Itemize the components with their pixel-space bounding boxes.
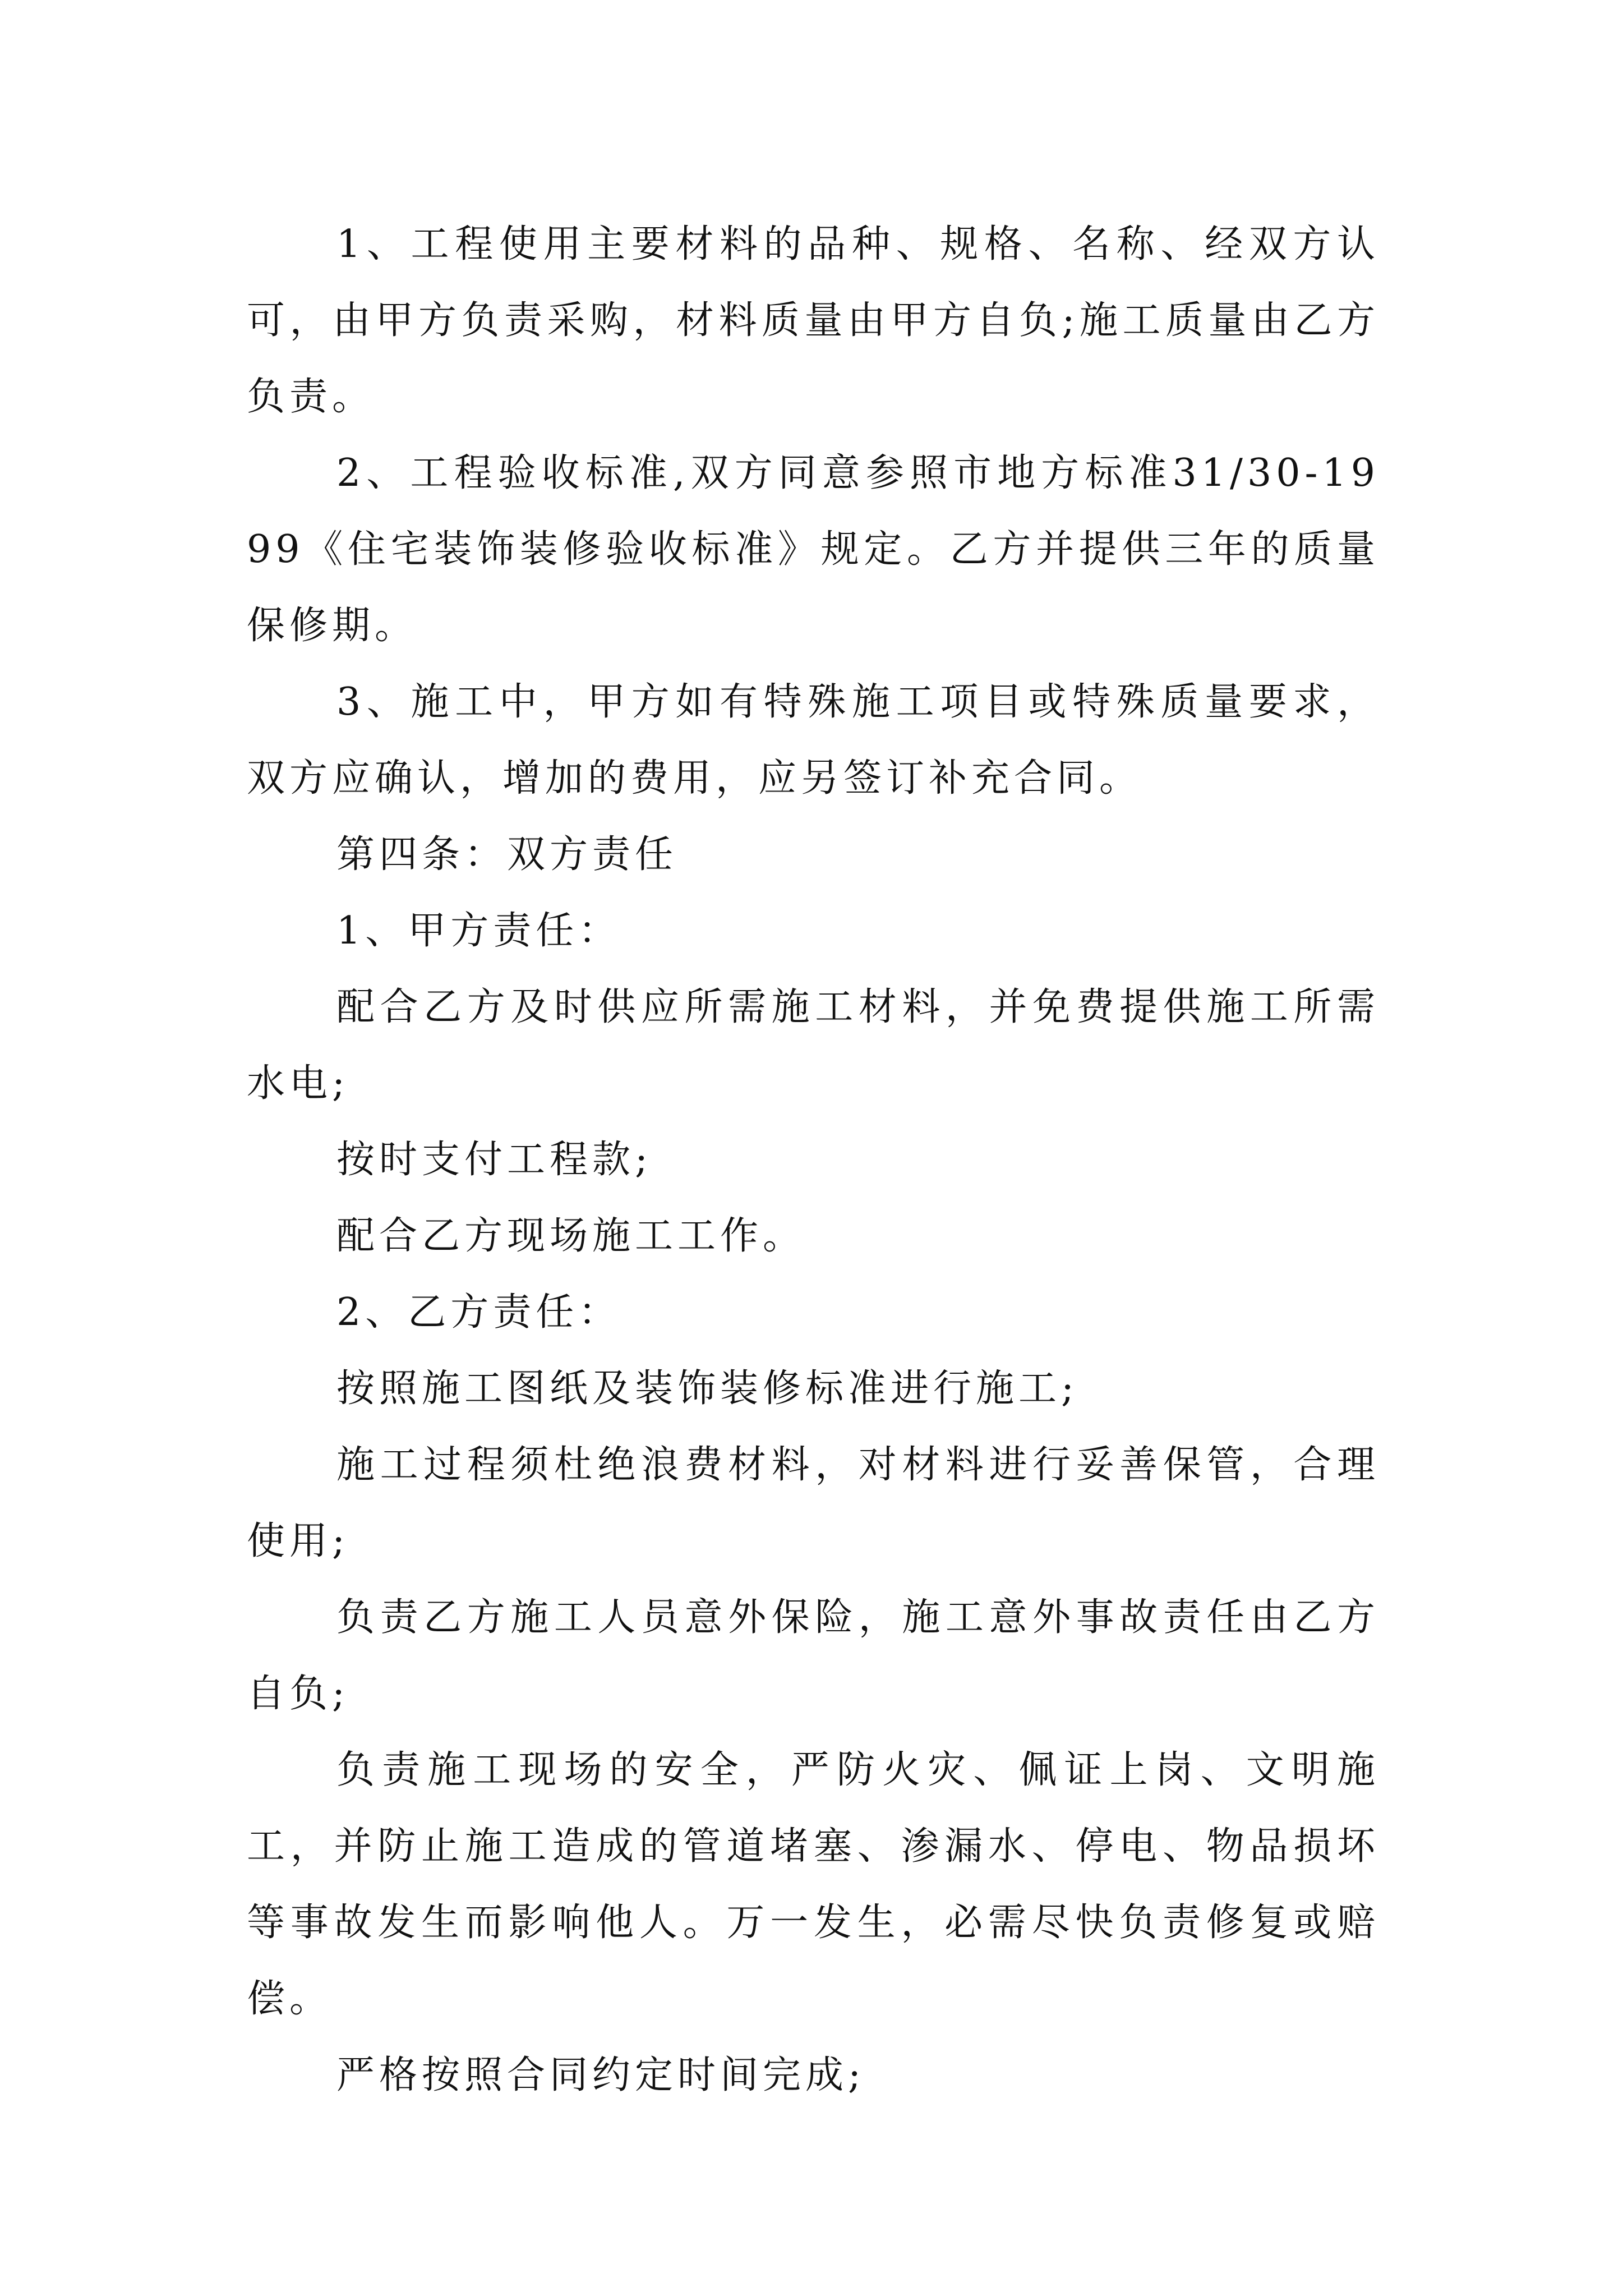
paragraph-party-b-materials: 施工过程须杜绝浪费材料，对材料进行妥善保管，合理使用; [247, 1443, 1380, 1563]
section-heading-article-four: 第四条：双方责任 [336, 832, 678, 877]
paragraph-party-b-standards: 按照施工图纸及装饰装修标准进行施工; [336, 1366, 1078, 1411]
paragraph-party-b-schedule: 严格按照合同约定时间完成; [336, 2053, 865, 2097]
document-body [247, 206, 1380, 2114]
paragraph-party-a-cooperation: 配合乙方现场施工工作。 [336, 1214, 806, 1258]
paragraph-party-a-supply: 配合乙方及时供应所需施工材料，并免费提供施工所需水电; [247, 985, 1380, 1106]
subheading-party-b-duties: 2、乙方责任： [336, 1290, 621, 1335]
subheading-party-a-duties: 1、甲方责任： [336, 909, 621, 953]
paragraph-party-b-safety: 负责施工现场的安全，严防火灾、佩证上岗、文明施工，并防止施工造成的管道堵塞、渗漏水、停电、物品损坏等事故发生而影响他人。万一发生，必需尽快负责修复或赔偿。 [247, 1748, 1380, 2021]
paragraph-material-clause: 1、工程使用主要材料的品种、规格、名称、经双方认可，由甲方负责采购，材料质量由甲方自负;施工质量由乙方负责。 [247, 222, 1380, 419]
paragraph-party-b-insurance: 负责乙方施工人员意外保险，施工意外事故责任由乙方自负; [247, 1595, 1380, 1716]
paragraph-special-requirements: 3、施工中，甲方如有特殊施工项目或特殊质量要求，双方应确认，增加的费用，应另签订补充合同。 [247, 680, 1380, 800]
paragraph-acceptance-standard: 2、工程验收标准,双方同意参照市地方标准31/30-1999《住宅装饰装修验收标准》规定。乙方并提供三年的质量保修期。 [247, 451, 1380, 648]
paragraph-party-a-payment: 按时支付工程款; [336, 1138, 652, 1182]
